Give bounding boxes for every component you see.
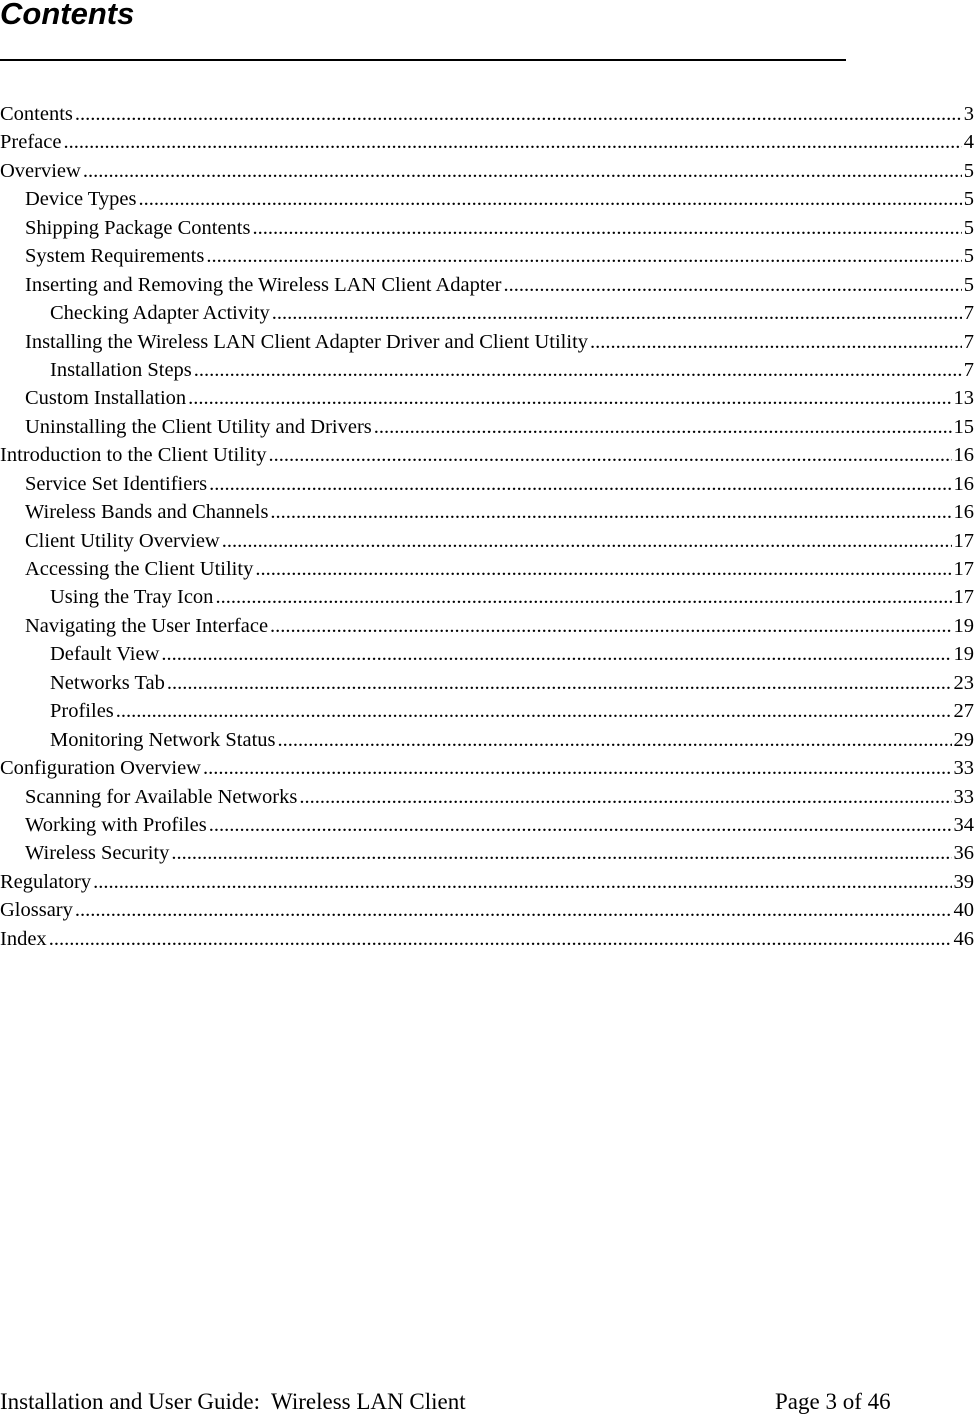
toc-entry[interactable]	[0, 413, 974, 441]
toc-entry-page: 16	[954, 498, 974, 526]
toc-entry-page: 33	[954, 754, 974, 782]
toc-entry[interactable]	[0, 669, 974, 697]
toc-entry[interactable]	[0, 527, 974, 555]
toc-entry-page: 16	[954, 470, 974, 498]
toc-entry-title: Accessing the Client Utility	[25, 555, 253, 583]
toc-entry[interactable]	[0, 128, 974, 156]
toc-dot-leader	[503, 271, 961, 299]
toc-dot-leader	[206, 242, 961, 270]
toc-entry[interactable]	[0, 271, 974, 299]
toc-entry[interactable]	[0, 811, 974, 839]
toc-dot-leader	[138, 185, 961, 213]
toc-dot-leader	[270, 612, 951, 640]
toc-entry-title: Inserting and Removing the Wireless LAN Client Adapter	[25, 271, 501, 299]
toc-entry-page: 7	[964, 328, 974, 356]
toc-entry[interactable]	[0, 441, 974, 469]
toc-entry[interactable]	[0, 157, 974, 185]
toc-entry-page: 15	[954, 413, 974, 441]
toc-dot-leader	[268, 441, 951, 469]
toc-entry-page: 27	[954, 697, 974, 725]
toc-entry-title: Device Types	[25, 185, 136, 213]
toc-entry-title: Index	[0, 925, 47, 953]
toc-entry-page: 7	[964, 356, 974, 384]
toc-entry-page: 40	[954, 896, 974, 924]
toc-dot-leader	[83, 157, 962, 185]
toc-entry-title: Wireless Bands and Channels	[25, 498, 268, 526]
toc-dot-leader	[116, 697, 952, 725]
toc-entry-title: Monitoring Network Status	[50, 726, 276, 754]
toc-entry-page: 13	[954, 384, 974, 412]
toc-entry[interactable]	[0, 100, 974, 128]
toc-entry-page: 17	[954, 555, 974, 583]
toc-entry-title: Shipping Package Contents	[25, 214, 250, 242]
toc-entry-title: Configuration Overview	[0, 754, 201, 782]
toc-dot-leader	[272, 299, 962, 327]
toc-entry-page: 5	[964, 214, 974, 242]
toc-entry-page: 33	[954, 783, 974, 811]
toc-entry-title: Working with Profiles	[25, 811, 207, 839]
toc-dot-leader	[93, 868, 951, 896]
toc-entry-page: 39	[954, 868, 974, 896]
toc-entry[interactable]	[0, 242, 974, 270]
footer-page-number: Page 3 of 46	[775, 1387, 891, 1417]
toc-entry-page: 17	[954, 583, 974, 611]
toc-entry-page: 19	[954, 612, 974, 640]
toc-dot-leader	[167, 669, 952, 697]
toc-entry-title: Installation Steps	[50, 356, 192, 384]
toc-entry[interactable]	[0, 555, 974, 583]
toc-entry-title: Using the Tray Icon	[50, 583, 213, 611]
toc-dot-leader	[188, 384, 951, 412]
toc-entry-page: 3	[964, 100, 974, 128]
toc-entry-page: 19	[954, 640, 974, 668]
toc-entry-page: 29	[954, 726, 974, 754]
footer-document-title: Installation and User Guide: Wireless LAN Client	[0, 1387, 466, 1417]
toc-entry-page: 5	[964, 185, 974, 213]
toc-dot-leader	[215, 583, 951, 611]
toc-entry[interactable]	[0, 356, 974, 384]
toc-entry[interactable]	[0, 384, 974, 412]
toc-dot-leader	[590, 328, 962, 356]
toc-dot-leader	[75, 100, 962, 128]
toc-entry[interactable]	[0, 612, 974, 640]
toc-dot-leader	[194, 356, 962, 384]
toc-dot-leader	[49, 925, 952, 953]
toc-entry-page: 17	[954, 527, 974, 555]
toc-dot-leader	[209, 470, 951, 498]
toc-dot-leader	[252, 214, 961, 242]
toc-entry-title: Networks Tab	[50, 669, 165, 697]
toc-dot-leader	[222, 527, 952, 555]
toc-entry-title: Overview	[0, 157, 81, 185]
toc-entry[interactable]	[0, 754, 974, 782]
toc-entry-title: Introduction to the Client Utility	[0, 441, 266, 469]
toc-dot-leader	[75, 896, 952, 924]
toc-entry-title: Navigating the User Interface	[25, 612, 268, 640]
toc-entry[interactable]	[0, 868, 974, 896]
page-title: Contents	[0, 0, 134, 32]
toc-entry[interactable]	[0, 214, 974, 242]
toc-entry-title: Custom Installation	[25, 384, 186, 412]
toc-entry-page: 46	[954, 925, 974, 953]
toc-dot-leader	[278, 726, 952, 754]
toc-entry-title: Service Set Identifiers	[25, 470, 207, 498]
toc-entry[interactable]	[0, 185, 974, 213]
toc-entry-page: 4	[964, 128, 974, 156]
toc-entry-page: 36	[954, 839, 974, 867]
toc-entry-page: 7	[964, 299, 974, 327]
toc-entry[interactable]	[0, 896, 974, 924]
toc-entry[interactable]	[0, 328, 974, 356]
toc-dot-leader	[299, 783, 951, 811]
toc-entry-title: System Requirements	[25, 242, 204, 270]
toc-entry[interactable]	[0, 839, 974, 867]
toc-entry-title: Scanning for Available Networks	[25, 783, 297, 811]
toc-entry[interactable]	[0, 697, 974, 725]
toc-entry-title: Installing the Wireless LAN Client Adapter Driver and Client Utility	[25, 328, 588, 356]
toc-entry-title: Profiles	[50, 697, 114, 725]
title-underline	[0, 59, 846, 61]
toc-dot-leader	[63, 128, 961, 156]
toc-entry-title: Uninstalling the Client Utility and Drivers	[25, 413, 372, 441]
toc-entry[interactable]	[0, 925, 974, 953]
toc-entry-title: Default View	[50, 640, 159, 668]
toc-dot-leader	[270, 498, 951, 526]
toc-entry-title: Checking Adapter Activity	[50, 299, 270, 327]
table-of-contents	[0, 100, 974, 953]
toc-entry[interactable]	[0, 470, 974, 498]
toc-dot-leader	[209, 811, 952, 839]
toc-entry-title: Client Utility Overview	[25, 527, 220, 555]
toc-entry[interactable]	[0, 498, 974, 526]
toc-dot-leader	[203, 754, 952, 782]
toc-entry[interactable]	[0, 583, 974, 611]
toc-entry-title: Glossary	[0, 896, 73, 924]
toc-entry-page: 5	[964, 271, 974, 299]
toc-entry[interactable]	[0, 783, 974, 811]
toc-entry-page: 5	[964, 157, 974, 185]
toc-entry[interactable]	[0, 640, 974, 668]
toc-dot-leader	[161, 640, 951, 668]
toc-entry[interactable]	[0, 726, 974, 754]
toc-dot-leader	[171, 839, 951, 867]
toc-entry-page: 5	[964, 242, 974, 270]
toc-entry-page: 16	[954, 441, 974, 469]
toc-entry-title: Contents	[0, 100, 73, 128]
toc-entry[interactable]	[0, 299, 974, 327]
toc-entry-title: Preface	[0, 128, 61, 156]
toc-entry-title: Regulatory	[0, 868, 91, 896]
toc-entry-title: Wireless Security	[25, 839, 169, 867]
toc-dot-leader	[255, 555, 951, 583]
toc-dot-leader	[374, 413, 952, 441]
toc-entry-page: 34	[954, 811, 974, 839]
toc-entry-page: 23	[954, 669, 974, 697]
